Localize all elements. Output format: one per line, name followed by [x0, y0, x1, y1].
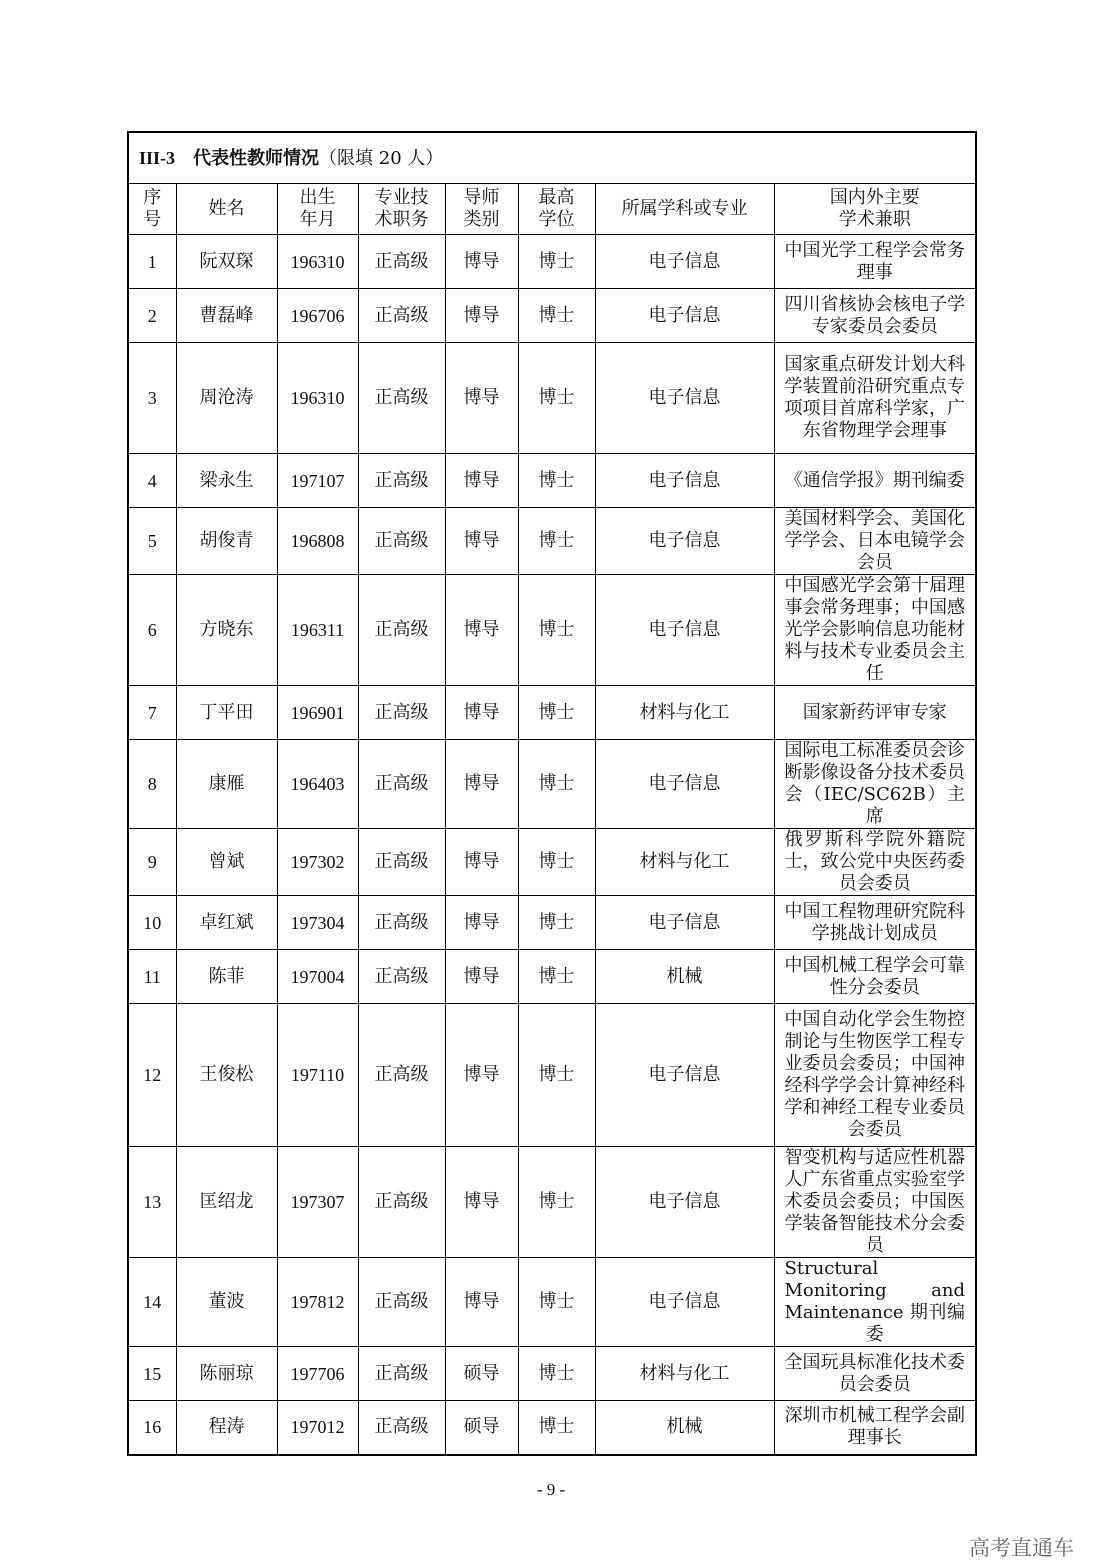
cell-supervisor: 硕导	[445, 1401, 518, 1455]
table-row	[128, 454, 976, 508]
table-row	[128, 1147, 976, 1258]
cell-title: 正高级	[358, 740, 445, 829]
cell-discipline: 电子信息	[595, 289, 774, 343]
cell-degree: 博士	[518, 343, 595, 454]
cell-degree: 博士	[518, 896, 595, 950]
header-birth: 出生 年月	[277, 184, 358, 235]
table-row	[128, 686, 976, 740]
cell-supervisor: 硕导	[445, 1347, 518, 1401]
cell-title: 正高级	[358, 289, 445, 343]
cell-name: 王俊松	[176, 1004, 277, 1147]
cell-degree: 博士	[518, 1147, 595, 1258]
cell-title: 正高级	[358, 686, 445, 740]
cell-title: 正高级	[358, 235, 445, 289]
cell-discipline: 电子信息	[595, 454, 774, 508]
cell-supervisor: 博导	[445, 950, 518, 1004]
cell-birth: 197302	[277, 829, 358, 896]
cell-title: 正高级	[358, 950, 445, 1004]
table-row	[128, 1004, 976, 1147]
cell-supervisor: 博导	[445, 896, 518, 950]
cell-supervisor: 博导	[445, 1258, 518, 1347]
cell-degree: 博士	[518, 575, 595, 686]
cell-title: 正高级	[358, 1147, 445, 1258]
cell-discipline: 机械	[595, 950, 774, 1004]
cell-duty: 《通信学报》期刊编委	[774, 454, 976, 508]
cell-duty: 俄罗斯科学院外籍院士，致公党中央医药委员会委员	[774, 829, 976, 896]
header-name: 姓名	[176, 184, 277, 235]
cell-degree: 博士	[518, 829, 595, 896]
cell-seq: 11	[128, 950, 176, 1004]
cell-birth: 196901	[277, 686, 358, 740]
cell-birth: 196311	[277, 575, 358, 686]
cell-supervisor: 博导	[445, 343, 518, 454]
cell-discipline: 材料与化工	[595, 686, 774, 740]
cell-degree: 博士	[518, 1004, 595, 1147]
cell-seq: 1	[128, 235, 176, 289]
cell-duty: 全国玩具标准化技术委员会委员	[774, 1347, 976, 1401]
cell-supervisor: 博导	[445, 454, 518, 508]
cell-discipline: 电子信息	[595, 740, 774, 829]
cell-name: 董波	[176, 1258, 277, 1347]
cell-supervisor: 博导	[445, 1004, 518, 1147]
cell-seq: 5	[128, 508, 176, 575]
table-row	[128, 1258, 976, 1347]
cell-birth: 197107	[277, 454, 358, 508]
cell-discipline: 材料与化工	[595, 829, 774, 896]
header-discipline: 所属学科或专业	[595, 184, 774, 235]
table-row	[128, 575, 976, 686]
cell-duty: 中国自动化学会生物控制论与生物医学工程专业委员会委员；中国神经科学学会计算神经科学和神经工程专业委员会委员	[774, 1004, 976, 1147]
cell-name: 康雁	[176, 740, 277, 829]
table-row	[128, 740, 976, 829]
table-row	[128, 343, 976, 454]
cell-supervisor: 博导	[445, 235, 518, 289]
title-row	[128, 132, 976, 184]
cell-birth: 197012	[277, 1401, 358, 1455]
cell-birth: 197812	[277, 1258, 358, 1347]
table-row	[128, 896, 976, 950]
cell-supervisor: 博导	[445, 508, 518, 575]
cell-discipline: 电子信息	[595, 896, 774, 950]
cell-title: 正高级	[358, 575, 445, 686]
cell-seq: 3	[128, 343, 176, 454]
cell-title: 正高级	[358, 1401, 445, 1455]
section-title-text: 代表性教师情况	[193, 147, 320, 169]
cell-title: 正高级	[358, 896, 445, 950]
cell-duty: 国家重点研发计划大科学装置前沿研究重点专项项目首席科学家，广东省物理学会理事	[774, 343, 976, 454]
cell-degree: 博士	[518, 1347, 595, 1401]
table-row	[128, 235, 976, 289]
cell-birth: 196310	[277, 343, 358, 454]
cell-degree: 博士	[518, 1401, 595, 1455]
cell-degree: 博士	[518, 235, 595, 289]
cell-title: 正高级	[358, 343, 445, 454]
header-supervisor: 导师 类别	[445, 184, 518, 235]
cell-duty: 中国感光学会第十届理事会常务理事；中国感光学会影响信息功能材料与技术专业委员会主任	[774, 575, 976, 686]
cell-title: 正高级	[358, 829, 445, 896]
teacher-table	[127, 131, 977, 1456]
cell-degree: 博士	[518, 289, 595, 343]
header-degree: 最高 学位	[518, 184, 595, 235]
cell-duty: 国家新药评审专家	[774, 686, 976, 740]
cell-seq: 2	[128, 289, 176, 343]
cell-title: 正高级	[358, 454, 445, 508]
header-row	[128, 184, 976, 235]
header-title: 专业技 术职务	[358, 184, 445, 235]
cell-name: 丁平田	[176, 686, 277, 740]
cell-supervisor: 博导	[445, 686, 518, 740]
cell-degree: 博士	[518, 1258, 595, 1347]
cell-name: 阮双琛	[176, 235, 277, 289]
cell-seq: 10	[128, 896, 176, 950]
cell-name: 曾斌	[176, 829, 277, 896]
cell-duty: 中国工程物理研究院科学挑战计划成员	[774, 896, 976, 950]
cell-seq: 9	[128, 829, 176, 896]
cell-duty: Structural Monitoring and Maintenance 期刊编委	[774, 1258, 976, 1347]
section-title	[128, 132, 976, 184]
cell-degree: 博士	[518, 508, 595, 575]
cell-birth: 197307	[277, 1147, 358, 1258]
cell-duty: 智变机构与适应性机器人广东省重点实验室学术委员会委员；中国医学装备智能技术分会委员	[774, 1147, 976, 1258]
cell-seq: 7	[128, 686, 176, 740]
cell-degree: 博士	[518, 454, 595, 508]
cell-discipline: 材料与化工	[595, 1347, 774, 1401]
section-note: （限填 20 人）	[319, 147, 444, 169]
cell-degree: 博士	[518, 740, 595, 829]
table-row	[128, 289, 976, 343]
cell-duty: 中国机械工程学会可靠性分会委员	[774, 950, 976, 1004]
header-seq: 序 号	[128, 184, 176, 235]
cell-supervisor: 博导	[445, 829, 518, 896]
cell-supervisor: 博导	[445, 1147, 518, 1258]
cell-discipline: 电子信息	[595, 1147, 774, 1258]
section-code: III-3	[139, 147, 176, 168]
cell-discipline: 电子信息	[595, 508, 774, 575]
cell-name: 程涛	[176, 1401, 277, 1455]
cell-name: 陈丽琼	[176, 1347, 277, 1401]
table-row	[128, 1347, 976, 1401]
table-row	[128, 950, 976, 1004]
cell-supervisor: 博导	[445, 289, 518, 343]
cell-birth: 197706	[277, 1347, 358, 1401]
page-number: - 9 -	[536, 1480, 566, 1499]
cell-birth: 196403	[277, 740, 358, 829]
cell-name: 胡俊青	[176, 508, 277, 575]
cell-supervisor: 博导	[445, 575, 518, 686]
table-row	[128, 829, 976, 896]
cell-birth: 196706	[277, 289, 358, 343]
cell-duty: 美国材料学会、美国化学学会、日本电镜学会会员	[774, 508, 976, 575]
cell-name: 陈菲	[176, 950, 277, 1004]
cell-title: 正高级	[358, 508, 445, 575]
cell-discipline: 电子信息	[595, 235, 774, 289]
cell-birth: 197110	[277, 1004, 358, 1147]
cell-seq: 16	[128, 1401, 176, 1455]
cell-duty: 四川省核协会核电子学专家委员会委员	[774, 289, 976, 343]
cell-title: 正高级	[358, 1258, 445, 1347]
cell-seq: 4	[128, 454, 176, 508]
cell-seq: 8	[128, 740, 176, 829]
cell-supervisor: 博导	[445, 740, 518, 829]
cell-name: 卓红斌	[176, 896, 277, 950]
cell-birth: 197304	[277, 896, 358, 950]
cell-discipline: 电子信息	[595, 343, 774, 454]
cell-degree: 博士	[518, 950, 595, 1004]
table-row	[128, 1401, 976, 1455]
cell-seq: 6	[128, 575, 176, 686]
cell-name: 曹磊峰	[176, 289, 277, 343]
cell-discipline: 电子信息	[595, 1258, 774, 1347]
cell-name: 匡绍龙	[176, 1147, 277, 1258]
cell-birth: 196310	[277, 235, 358, 289]
cell-discipline: 电子信息	[595, 1004, 774, 1147]
watermark: 高考直通车	[969, 1536, 1074, 1560]
cell-seq: 13	[128, 1147, 176, 1258]
cell-discipline: 电子信息	[595, 575, 774, 686]
cell-name: 梁永生	[176, 454, 277, 508]
cell-discipline: 机械	[595, 1401, 774, 1455]
cell-duty: 深圳市机械工程学会副理事长	[774, 1401, 976, 1455]
cell-duty: 中国光学工程学会常务理事	[774, 235, 976, 289]
cell-name: 周沧涛	[176, 343, 277, 454]
cell-seq: 12	[128, 1004, 176, 1147]
header-duty: 国内外主要 学术兼职	[774, 184, 976, 235]
cell-duty: 国际电工标准委员会诊断影像设备分技术委员会（IEC/SC62B）主席	[774, 740, 976, 829]
cell-seq: 14	[128, 1258, 176, 1347]
cell-title: 正高级	[358, 1004, 445, 1147]
cell-title: 正高级	[358, 1347, 445, 1401]
cell-name: 方晓东	[176, 575, 277, 686]
cell-seq: 15	[128, 1347, 176, 1401]
table-row	[128, 508, 976, 575]
cell-birth: 196808	[277, 508, 358, 575]
cell-birth: 197004	[277, 950, 358, 1004]
cell-degree: 博士	[518, 686, 595, 740]
